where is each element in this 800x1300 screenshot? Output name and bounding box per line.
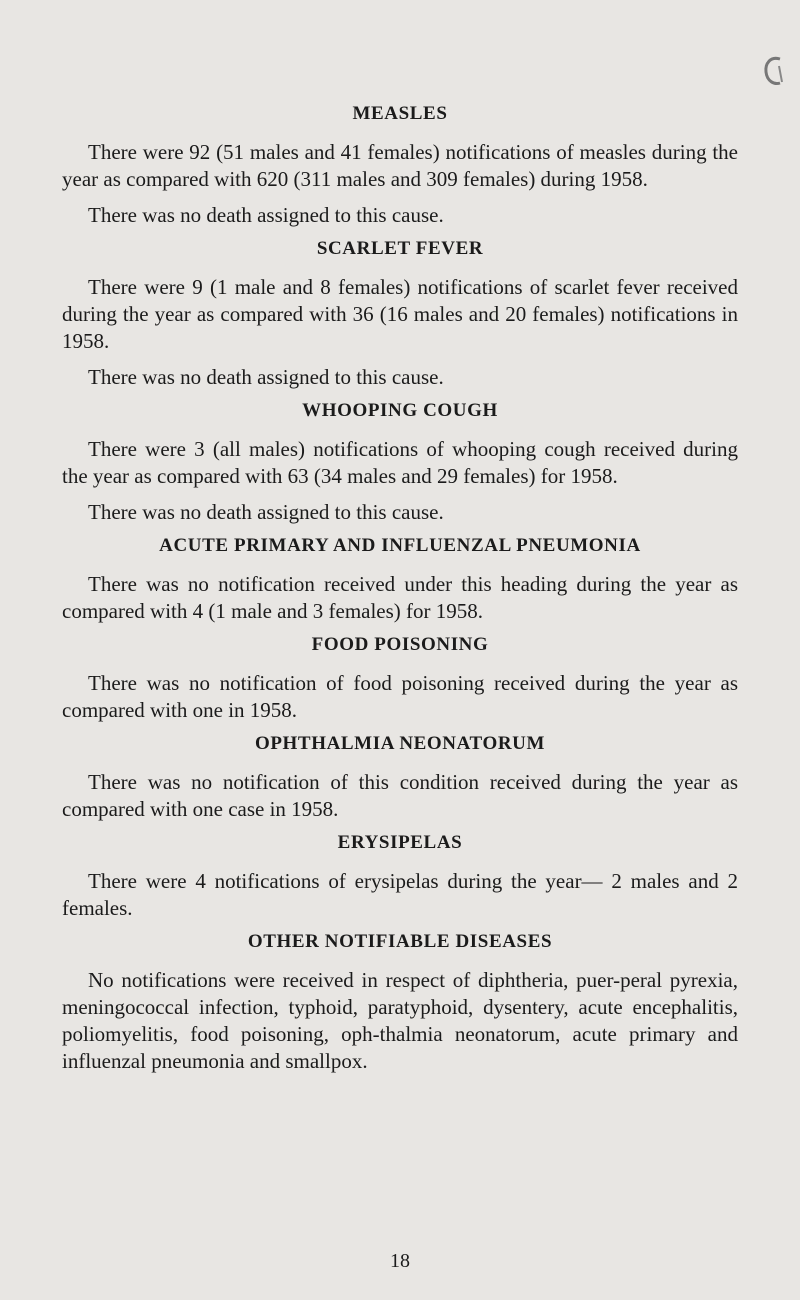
scarlet-fever-paragraph-1: There were 9 (1 male and 8 females) notifications of scarlet fever received during the year as compared with 36 (16 males and 20 females) notifications in 1958.	[62, 275, 738, 353]
section-heading-measles: MEASLES	[352, 103, 448, 124]
pneumonia-paragraph-1: There was no notification received under this heading during the year as compared with 4 (1 male and 3 females) for 1958.	[62, 572, 738, 623]
ophthalmia-paragraph-1: There was no notification of this condition received during the year as compared with one case in 1958.	[62, 770, 738, 821]
measles-paragraph-2: There was no death assigned to this cause.	[88, 203, 444, 227]
page-number: 18	[390, 1250, 410, 1272]
ophthalmia-section	[62, 733, 738, 823]
section-heading-ophthalmia: OPHTHALMIA NEONATORUM	[254, 733, 546, 754]
staple-mark-icon	[762, 54, 786, 88]
section-heading-erysipelas: ERYSIPELAS	[337, 832, 463, 853]
section-heading-whooping-cough: WHOOPING COUGH	[302, 400, 498, 421]
pneumonia-section	[62, 535, 738, 625]
section-heading-other-notifiable: OTHER NOTIFIABLE DISEASES	[247, 931, 553, 952]
scarlet-fever-section	[62, 238, 738, 391]
food-poisoning-paragraph-1: There was no notification of food poisoning received during the year as compared with one in 1958.	[62, 671, 738, 722]
other-notifiable-paragraph-1: No notifications were received in respect of diphtheria, puer-peral pyrexia, meningococcal infection, typhoid, paratyphoid, dysentery, acute encephalitis, poliomyelitis, food poisoning, oph-thalmia neonatorum, acute primary and influenzal pneumonia and smallpox.	[62, 968, 738, 1073]
whooping-cough-section	[62, 400, 738, 526]
measles-section	[62, 103, 738, 229]
food-poisoning-section	[62, 634, 738, 724]
section-heading-food-poisoning: FOOD POISONING	[311, 634, 489, 655]
whooping-cough-paragraph-1: There were 3 (all males) notifications of whooping cough received during the year as compared with 63 (34 males and 29 females) for 1958.	[62, 437, 738, 488]
measles-paragraph-1: There were 92 (51 males and 41 females) notifications of measles during the year as compared with 620 (311 males and 309 females) during 1958.	[62, 140, 738, 191]
scarlet-fever-paragraph-2: There was no death assigned to this cause.	[88, 365, 444, 389]
erysipelas-section	[62, 832, 738, 922]
other-notifiable-section	[62, 931, 738, 1075]
section-heading-pneumonia: ACUTE PRIMARY AND INFLUENZAL PNEUMONIA	[159, 535, 641, 556]
whooping-cough-paragraph-2: There was no death assigned to this cause.	[88, 500, 444, 524]
erysipelas-paragraph-1: There were 4 notifications of erysipelas during the year— 2 males and 2 females.	[62, 869, 738, 920]
section-heading-scarlet-fever: SCARLET FEVER	[316, 238, 484, 259]
